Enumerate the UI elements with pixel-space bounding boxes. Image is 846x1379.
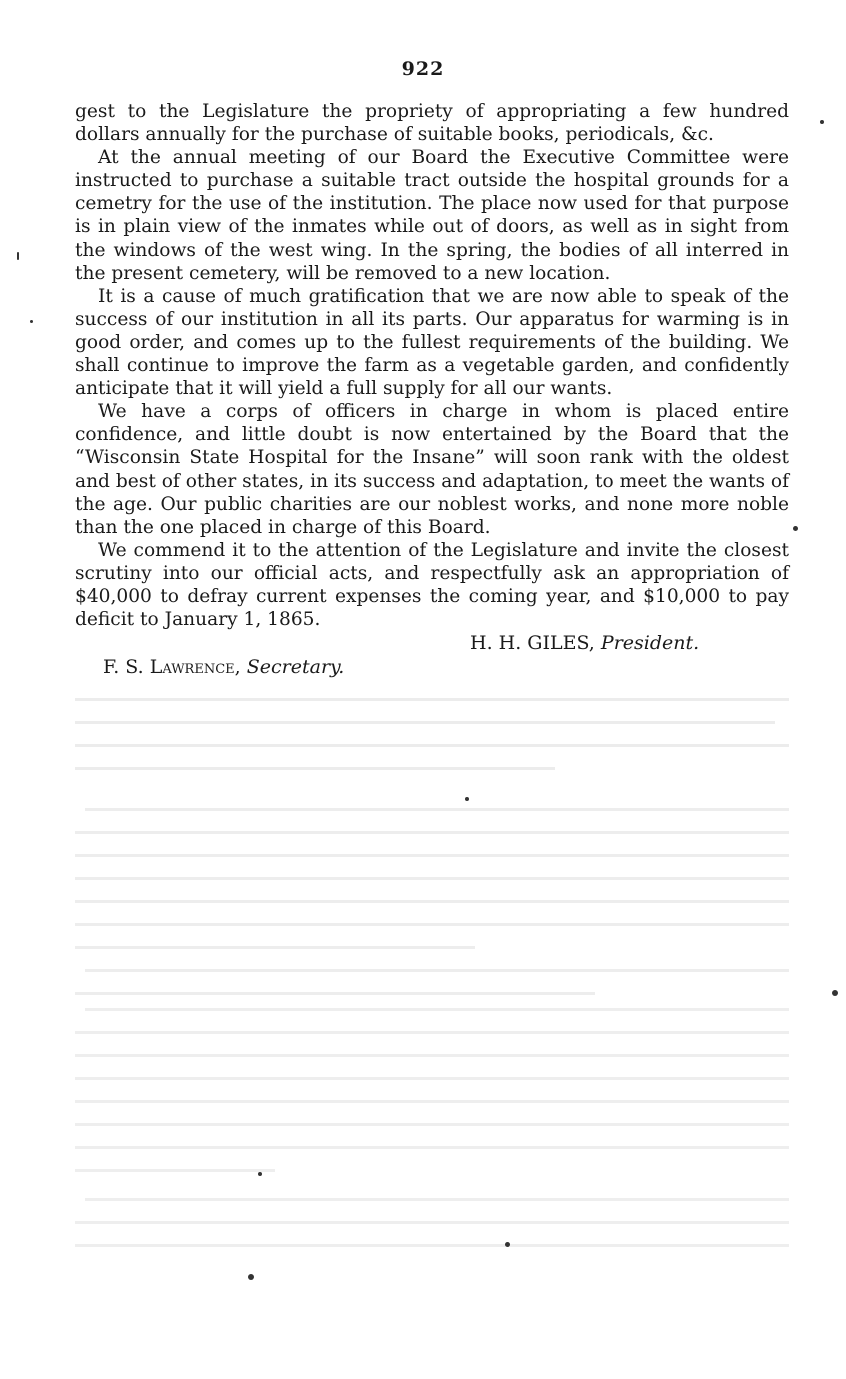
paragraph-5: We commend it to the attention of the Legislature and invite the closest scrutiny into our official acts, and respectfully ask an appropriation of $40,000 to defray current expenses the coming year, and $10,000 to pay deficit to January 1, 1865. [75,539,789,631]
secretary-title: Secretary. [246,656,345,678]
ink-speck [17,252,19,260]
paragraph-3: It is a cause of much gratification that we are now able to speak of the success of our institution in all its parts. Our apparatus for warming is in good order, and comes up to the fullest requirements of the building. We shall continue to improve the farm as a vegetable garden, and confidently anticipate that it will yield a full supply for all our wants. [75,285,789,400]
ink-speck [258,1172,262,1176]
paragraph-1: gest to the Legislature the propriety of appropriating a few hundred dollars annually for the purchase of suitable books, periodicals, &c. [75,101,789,146]
president-title: President. [600,632,700,654]
bleed-through-block [75,1190,789,1280]
bleed-through-block [75,690,789,790]
bleed-lines [75,1000,789,1180]
ink-speck [248,1274,254,1280]
bleed-through-block [75,1000,789,1180]
secretary-name: F. S. Lawrence, [103,656,241,678]
ink-speck [820,120,824,124]
bleed-lines [75,1190,789,1280]
secretary-signature [103,656,344,678]
bleed-lines [75,800,789,1000]
bleed-through-block [75,800,789,1000]
page-number: 922 [401,58,445,80]
ink-speck [832,990,838,996]
ink-speck [465,797,469,801]
president-signature [470,632,790,654]
president-name: H. H. GILES, [470,632,595,654]
bleed-lines [75,690,789,790]
paragraph-2: At the annual meeting of our Board the Executive Committee were instructed to purchase a suitable tract outside the hospital grounds for a cemetry for the use of the institution. The place now used for that purpose is in plain view of the inmates while out of doors, as well as in sight from the windows of the west wing. In the spring, the bodies of all interred in the present cemetery, will be removed to a new location. [75,147,789,284]
ink-speck [505,1242,510,1247]
ink-speck [30,320,33,323]
ink-speck [793,526,798,531]
paragraph-4: We have a corps of officers in charge in whom is placed entire confidence, and little doubt is now entertained by the Board that the “Wisconsin State Hospital for the Insane” will soon rank with the oldest and best of other states, in its success and adaptation, to meet the wants of the age. Our public charities are our noblest works, and none more noble than the one placed in charge of this Board. [75,401,789,538]
body-text [75,100,789,631]
